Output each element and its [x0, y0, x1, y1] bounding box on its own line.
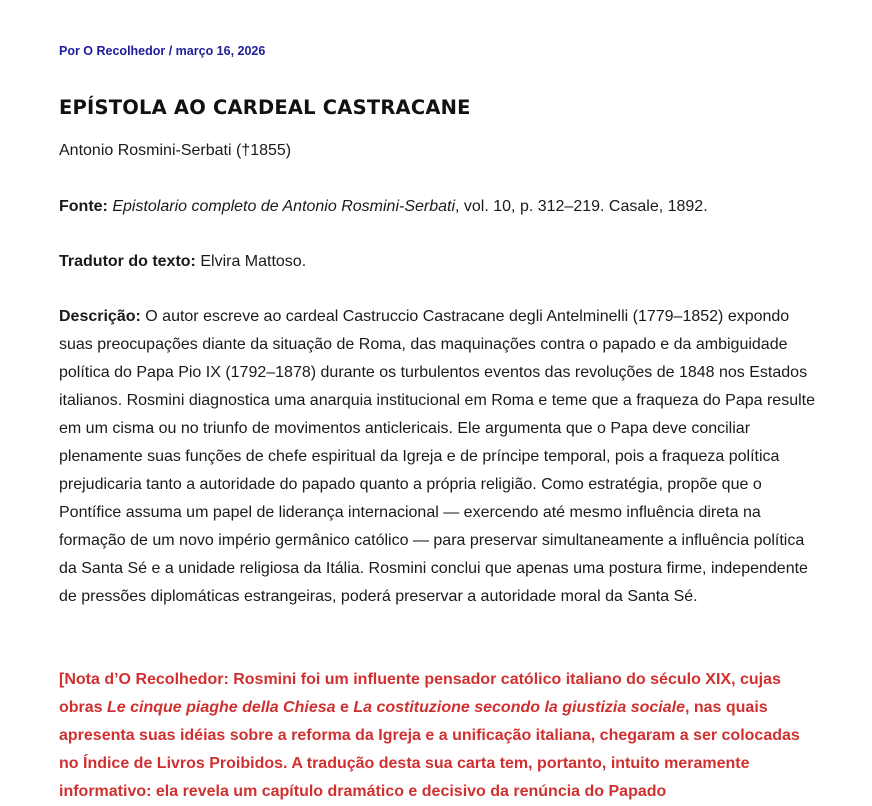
note-work-title-2: La costituzione secondo la giustizia sociale: [353, 699, 685, 716]
description-paragraph: [59, 303, 819, 611]
source-line: [59, 193, 708, 221]
author-line: Antonio Rosmini-Serbati (†1855): [59, 142, 292, 159]
translator-name: Elvira Mattoso.: [195, 253, 307, 270]
note-work-title-1: Le cinque piaghe della Chiesa: [107, 699, 336, 716]
translator-line: [59, 248, 306, 276]
article-title: EPÍSTOLA AO CARDEAL CASTRACANE: [59, 96, 471, 119]
post-meta: Por O Recolhedor / março 16, 2026: [59, 44, 266, 58]
description-text: O autor escreve ao cardeal Castruccio Castracane degli Antelminelli (1779–1852) expondo suas preocupações diante da situação de Roma, das maquinações contra o papado e da ambiguidade política do Papa Pio IX (1792–1878) durante os turbulentos eventos das revoluções de 1848 nos Estados italianos. Rosmini diagnostica uma anarquia institucional em Roma e teme que a fraqueza do Papa resulte em um cisma ou no triunfo de movimentos anticlericais. Ele argumenta que o Papa deve conciliar plenamente suas funções de chefe espiritual da Igreja e de príncipe temporal, pois a fraqueza política prejudicaria tanto a autoridade do papado quanto a própria religião. Como estratégia, propõe que o Pontífice assuma um papel de liderança internacional — exercendo até mesmo influência direta na formação de um novo império germânico católico — para preservar simultaneamente a influência política da Santa Sé e a unidade religiosa da Itália. Rosmini conclui que apenas uma postura firme, independente de pressões diplomáticas estrangeiras, poderá preservar a autoridade moral da Santa Sé.: [59, 308, 815, 605]
editor-note: [59, 666, 819, 806]
source-details: , vol. 10, p. 312–219. Casale, 1892.: [455, 198, 708, 215]
note-text-part1: [Nota d’O Recolhedor: Rosmini foi um influente pensador católico italiano do século XIX, cujas obras: [59, 671, 781, 716]
source-work-title: Epistolario completo de Antonio Rosmini-Serbati: [112, 198, 456, 215]
translator-label: Tradutor do texto:: [59, 253, 196, 270]
source-label: Fonte:: [59, 198, 108, 215]
note-text-part3: , nas quais apresenta suas idéias sobre a reforma da Igreja e a unificação italiana, chegaram a ser colocadas no Índice de Livros Proibidos. A tradução desta sua carta tem, portanto, intuito meramente informativo: ela revela um capítulo dramático e decisivo da renúncia do Papado: [59, 699, 800, 800]
note-text-part2: e: [335, 699, 354, 716]
description-label: Descrição:: [59, 308, 141, 325]
